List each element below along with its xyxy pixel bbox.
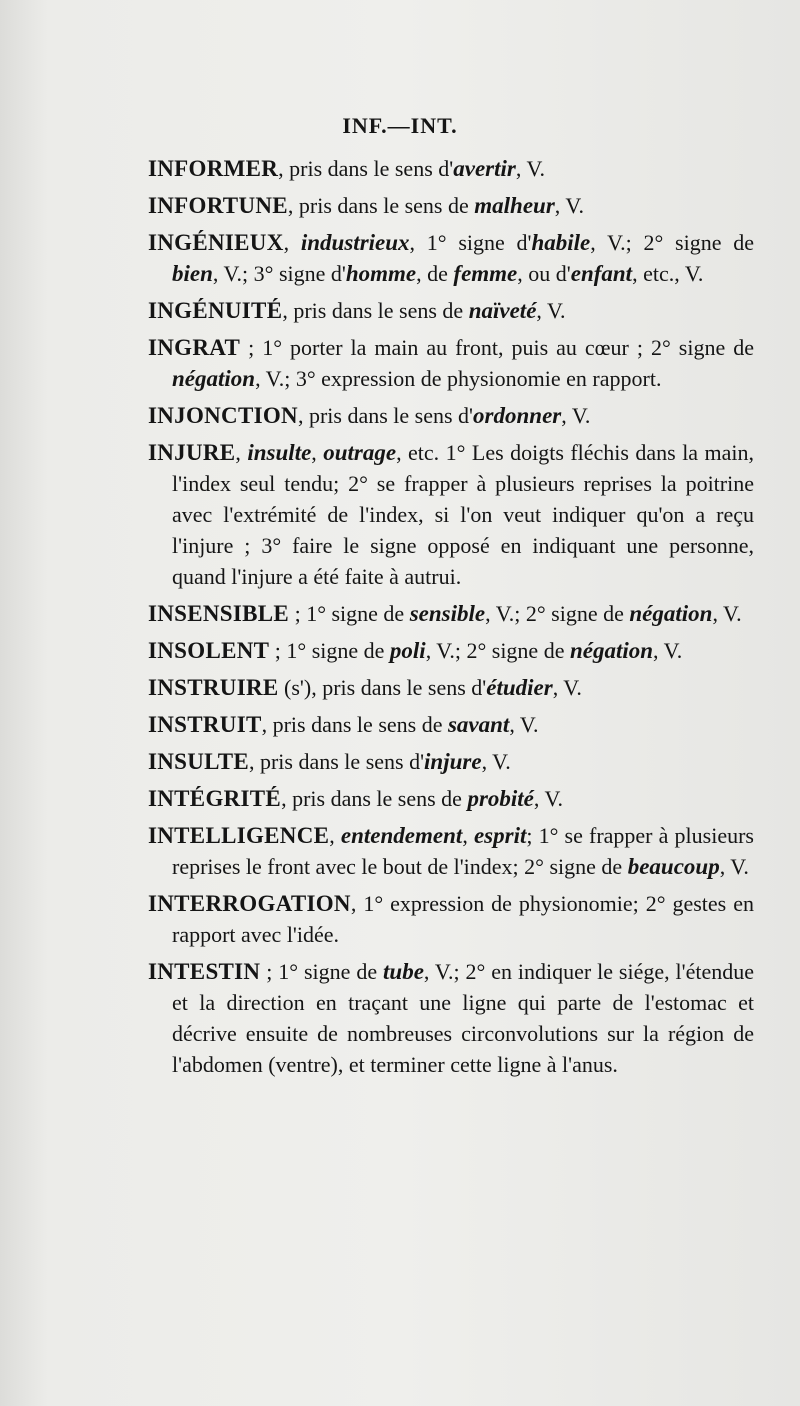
running-head: INF.—INT. [342, 113, 458, 138]
cross-reference: injure [424, 749, 482, 774]
headword: INJURE [148, 440, 236, 465]
dictionary-entry [148, 635, 754, 666]
dictionary-entry [148, 672, 754, 703]
entry-text: , [329, 823, 341, 848]
dictionary-entry [148, 888, 754, 950]
entry-text: (s'), pris dans le sens d' [278, 675, 487, 700]
cross-reference: tube [383, 959, 424, 984]
entry-text: , etc., V. [632, 261, 704, 286]
dictionary-entry [148, 295, 754, 326]
entry-text: ; 1° signe de [260, 959, 384, 984]
headword: INSOLENT [148, 638, 270, 663]
cross-reference: avertir [453, 156, 516, 181]
cross-reference: habile [531, 230, 591, 255]
cross-reference: étudier [486, 675, 553, 700]
cross-reference: beaucoup [627, 854, 720, 879]
entry-text: ; 1° se frapper à plusieurs reprises le front avec le bout de l'index; 2° signe de [172, 823, 754, 879]
headword: INTESTIN [148, 959, 261, 984]
headword: INSTRUIT [148, 712, 262, 737]
dictionary-entry [148, 190, 754, 221]
entry-text: , pris dans le sens de [282, 298, 469, 323]
cross-reference: négation [629, 601, 713, 626]
cross-reference: bien [172, 261, 213, 286]
entry-text: , V. [712, 601, 742, 626]
entry-text: , V. [554, 193, 584, 218]
cross-reference: industrieux [300, 230, 410, 255]
dictionary-entry [148, 400, 754, 431]
cross-reference: entendement [340, 823, 463, 848]
headword: INJONCTION [148, 403, 298, 428]
cross-reference: ordonner [473, 403, 562, 428]
entry-text: , pris dans le sens de [287, 193, 475, 218]
headword: INTERROGATION [148, 891, 351, 916]
cross-reference: poli [389, 638, 426, 663]
entry-text: , V. [653, 638, 683, 663]
cross-reference: négation [172, 366, 256, 391]
cross-reference: femme [453, 261, 518, 286]
entry-text: , V. [533, 786, 564, 811]
entry-text: ; 1° signe de [269, 638, 390, 663]
headword: INSENSIBLE [148, 601, 290, 626]
headword: INGRAT [148, 335, 241, 360]
dictionary-entry [148, 227, 754, 289]
entry-text: , V. [509, 712, 539, 737]
dictionary-entries [148, 153, 754, 1086]
headword: INSULTE [148, 749, 249, 774]
cross-reference: malheur [474, 193, 555, 218]
entry-text: , V.; 3° expression de physionomie en rapport. [255, 366, 662, 391]
entry-text: , pris dans le sens d' [278, 156, 454, 181]
entry-text: , [235, 440, 248, 465]
entry-text: , V.; 2° signe de [590, 230, 754, 255]
entry-text: ; 1° porter la main au front, puis au cœur ; 2° signe de [240, 335, 754, 360]
entry-text: , V. [515, 156, 545, 181]
dictionary-entry [148, 153, 754, 184]
cross-reference: sensible [409, 601, 486, 626]
entry-text: , de [416, 261, 454, 286]
headword: INGÉNIEUX [148, 230, 284, 255]
entry-text: , V.; 2° en indiquer le siége, l'étendue et la direction en traçant une ligne qui parte de l'estomac et décrive ensuite de nombreuses circonvolutions sur la région de l'abdomen (ventre), et terminer cette ligne à l'anus. [172, 959, 754, 1077]
dictionary-entry [148, 783, 754, 814]
entry-text: , V. [481, 749, 511, 774]
dictionary-entry [148, 956, 754, 1080]
dictionary-entry [148, 746, 754, 777]
headword: INTELLIGENCE [148, 823, 330, 848]
entry-text: , V. [719, 854, 749, 879]
entry-text: , V. [536, 298, 566, 323]
entry-text: , pris dans le sens de [281, 786, 468, 811]
entry-text: , V.; 3° signe d' [212, 261, 346, 286]
entry-text: , etc. 1° Les doigts fléchis dans la main, l'index seul tendu; 2° se frapper à plusieurs reprises la poitrine avec l'extrémité de l'index, si l'on veut indiquer qu'on a reçu l'injure ; 3° faire le signe opposé en indiquant une personne, quand l'injure a été faite à autrui. [172, 440, 755, 589]
cross-reference: savant [447, 712, 510, 737]
entry-text: , pris dans le sens d' [297, 403, 474, 428]
headword: INGÉNUITÉ [148, 298, 283, 323]
headword: INSTRUIRE [148, 675, 279, 700]
dictionary-entry [148, 332, 754, 394]
cross-reference: négation [569, 638, 654, 663]
cross-reference: probité [467, 786, 534, 811]
entry-text: , [311, 440, 324, 465]
entry-text: , V. [552, 675, 582, 700]
entry-text: ; 1° signe de [289, 601, 410, 626]
cross-reference: homme [345, 261, 417, 286]
dictionary-entry [148, 598, 754, 629]
headword: INFORMER [148, 156, 279, 181]
entry-text: , V.; 2° signe de [485, 601, 630, 626]
headword: INFORTUNE [148, 193, 288, 218]
dictionary-entry [148, 437, 754, 592]
entry-text: , [283, 230, 301, 255]
dictionary-entry [148, 709, 754, 740]
headword: INTÉGRITÉ [148, 786, 282, 811]
entry-text: , pris dans le sens de [261, 712, 448, 737]
entry-text: , V.; 2° signe de [425, 638, 570, 663]
cross-reference: naïveté [468, 298, 537, 323]
cross-reference: outrage [323, 440, 397, 465]
cross-reference: enfant [570, 261, 633, 286]
cross-reference: esprit [473, 823, 527, 848]
entry-text: , V. [561, 403, 591, 428]
entry-text: , 1° signe d' [409, 230, 532, 255]
cross-reference: insulte [247, 440, 312, 465]
entry-text: , pris dans le sens d' [248, 749, 425, 774]
entry-text: , [462, 823, 474, 848]
dictionary-entry [148, 820, 754, 882]
entry-text: , ou d' [517, 261, 571, 286]
entry-text: , 1° expression de physionomie; 2° gestes en rapport avec l'idée. [172, 891, 754, 947]
